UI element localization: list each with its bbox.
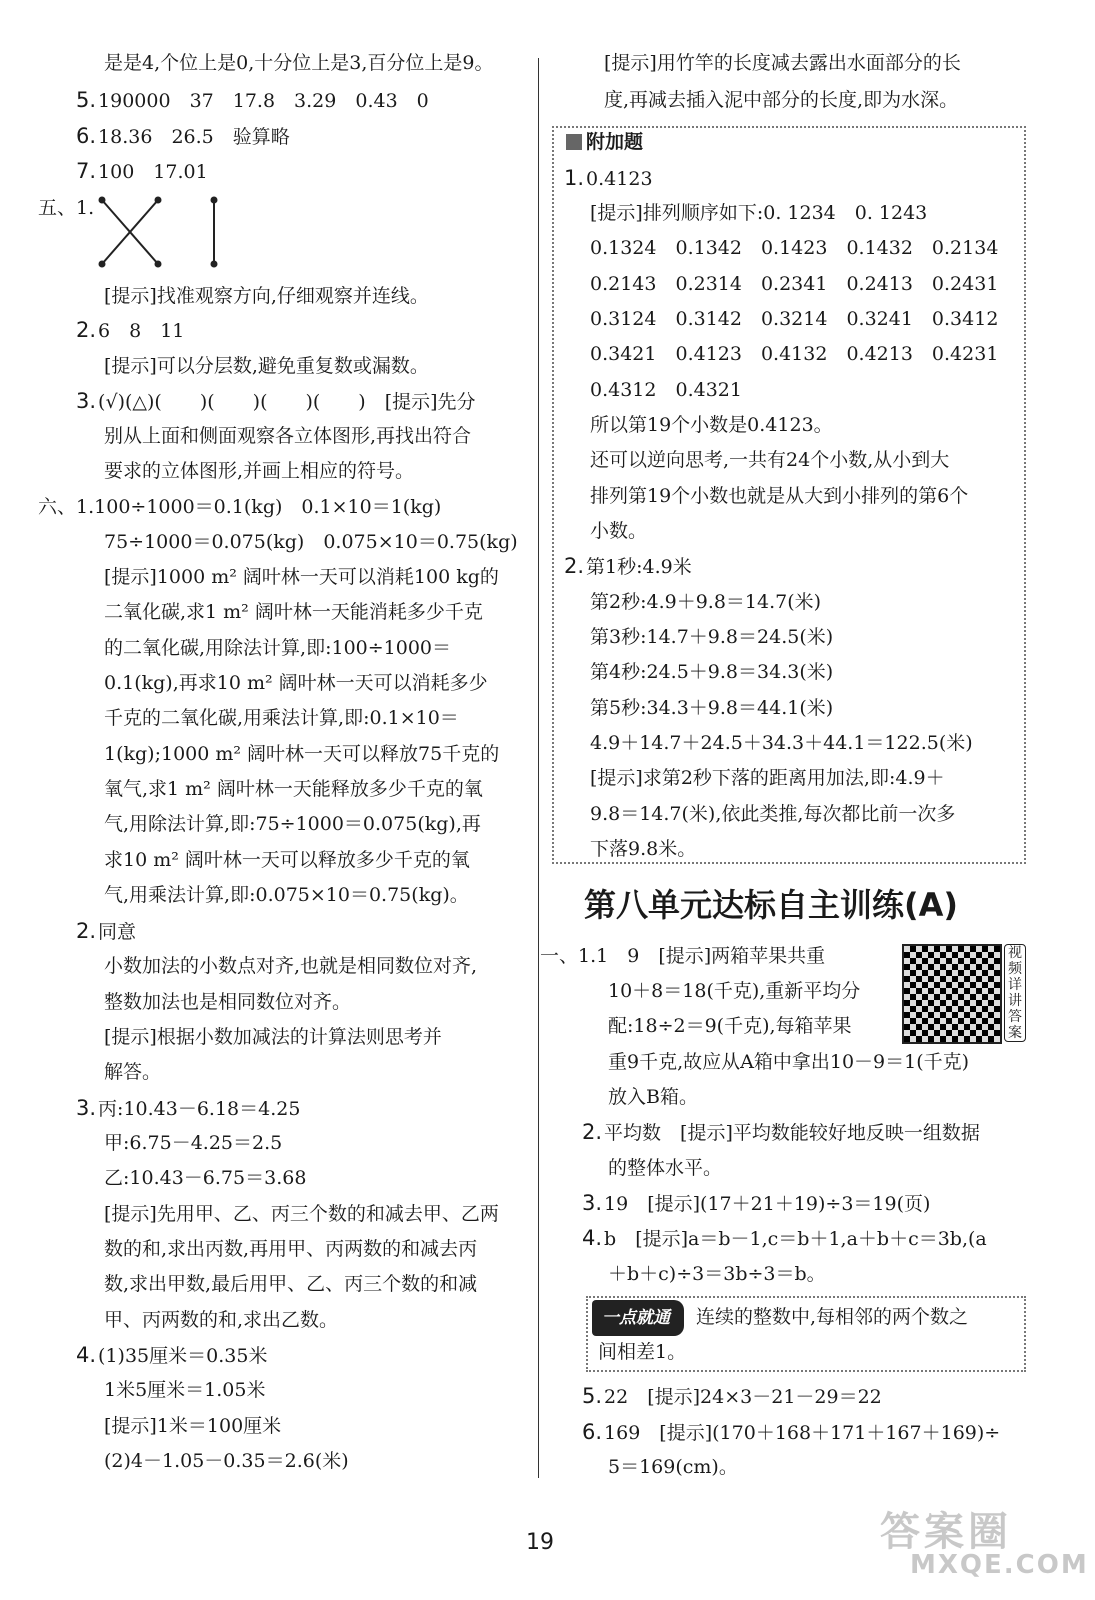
hint-line: 解答。 bbox=[104, 1061, 162, 1083]
page-number: 19 bbox=[526, 1530, 554, 1555]
answer-6-2: 2. 同意 bbox=[76, 919, 137, 943]
unit-answer-2: 2. 平均数 [提示]平均数能较好地反映一组数据 bbox=[582, 1120, 980, 1144]
text-line: 小数加法的小数点对齐,也就是相同数位对齐, bbox=[104, 955, 478, 977]
text-line: 0.4312 0.4321 bbox=[590, 379, 742, 401]
unit-answer-6: 6. 169 [提示](170＋168＋171＋167＋169)÷ bbox=[582, 1420, 1001, 1444]
text-line: 4.9＋14.7＋24.5＋34.3＋44.1＝122.5(米) bbox=[590, 732, 973, 754]
answer-7: 7. 100 17.01 bbox=[76, 159, 208, 183]
hint-line: 9.8＝14.7(米),依此类推,每次都比前一次多 bbox=[590, 803, 956, 825]
text-line: 第4秒:24.5＋9.8＝34.3(米) bbox=[590, 661, 834, 683]
hint-line: 的二氧化碳,用除法计算,即:100÷1000＝ bbox=[104, 637, 452, 659]
hint-line: 甲、丙两数的和,求出乙数。 bbox=[104, 1309, 339, 1331]
text-line: 10＋8＝18(千克),重新平均分 bbox=[608, 980, 861, 1002]
text-line: 第5秒:34.3＋9.8＝44.1(米) bbox=[590, 697, 834, 719]
text-line: 第3秒:14.7＋9.8＝24.5(米) bbox=[590, 626, 834, 648]
hint-line: 0.1(kg),再求10 m² 阔叶林一天可以消耗多少 bbox=[104, 672, 488, 694]
hint-line: 氧气,求1 m² 阔叶林一天能释放多少千克的氧 bbox=[104, 778, 483, 800]
answer-6-1: 六、1.100÷1000＝0.1(kg) 0.1×10＝1(kg) bbox=[38, 496, 442, 518]
answer-6-3: 3. 丙:10.43－6.18＝4.25 bbox=[76, 1096, 301, 1120]
section-5-label: 五、1. bbox=[38, 197, 95, 219]
hint-line: 求10 m² 阔叶林一天可以释放多少千克的氧 bbox=[104, 849, 470, 871]
hint-line: 1(kg);1000 m² 阔叶林一天可以释放75千克的 bbox=[104, 743, 500, 765]
answer-5-3: 3. (√)(△)( )( )( )( ) [提示]先分 bbox=[76, 389, 476, 413]
text-line: 0.2143 0.2314 0.2341 0.2413 0.2431 bbox=[590, 273, 999, 295]
bonus-icon bbox=[566, 134, 582, 150]
text-line: 要求的立体图形,并画上相应的符号。 bbox=[104, 460, 415, 482]
text-line: 排列第19个小数也就是从大到小排列的第6个 bbox=[590, 485, 969, 507]
hint-line: 数的和,求出丙数,再用甲、丙两数的和减去丙 bbox=[104, 1238, 478, 1260]
hint-line: [提示]求第2秒下落的距离用加法,即:4.9＋ bbox=[590, 767, 945, 789]
tip-line-1: 一点就通 连续的整数中,每相邻的两个数之 bbox=[592, 1300, 968, 1332]
text-line: 放入B箱。 bbox=[608, 1086, 698, 1108]
answer-5-2: 2. 6 8 11 bbox=[76, 318, 185, 342]
hint-5-1: [提示]找准观察方向,仔细观察并连线。 bbox=[104, 285, 429, 307]
hint-line: 数,求出甲数,最后用甲、乙、丙三个数的和减 bbox=[104, 1273, 478, 1295]
bonus-answer-2: 2. 第1秒:4.9米 bbox=[564, 554, 692, 578]
qr-code[interactable] bbox=[902, 944, 1002, 1044]
hint-line: [提示]排列顺序如下:0. 1234 0. 1243 bbox=[590, 202, 928, 224]
hint-line: [提示]先用甲、乙、丙三个数的和减去甲、乙两 bbox=[104, 1203, 499, 1225]
text-line: 的整体水平。 bbox=[608, 1157, 723, 1179]
text-line: 别从上面和侧面观察各立体图形,再找出符合 bbox=[104, 425, 472, 447]
text-line: ＋b＋c)÷3＝3b÷3＝b。 bbox=[608, 1263, 826, 1285]
hint-line: 下落9.8米。 bbox=[590, 838, 697, 860]
text-line: (2)4－1.05－0.35＝2.6(米) bbox=[104, 1450, 349, 1472]
text-line: 0.3124 0.3142 0.3214 0.3241 0.3412 bbox=[590, 308, 999, 330]
hint-line: 气,用乘法计算,即:0.075×10＝0.75(kg)。 bbox=[104, 884, 469, 906]
tip-badge: 一点就通 bbox=[592, 1300, 684, 1336]
hint-line: [提示]1000 m² 阔叶林一天可以消耗100 kg的 bbox=[104, 566, 499, 588]
hint-line: [提示]根据小数加减法的计算法则思考并 bbox=[104, 1026, 442, 1048]
answer-6: 6. 18.36 26.5 验算略 bbox=[76, 124, 290, 148]
text-line: 所以第19个小数是0.4123。 bbox=[590, 414, 833, 436]
hint-line: [提示]用竹竿的长度减去露出水面部分的长 bbox=[604, 52, 961, 74]
bonus-title: 附加题 bbox=[566, 126, 643, 158]
tip-line-2: 间相差1。 bbox=[598, 1341, 687, 1363]
qr-label: 视频详讲答案 bbox=[1004, 944, 1026, 1042]
text-line: 甲:6.75－4.25＝2.5 bbox=[104, 1132, 283, 1154]
text-line: 0.3421 0.4123 0.4132 0.4213 0.4231 bbox=[590, 343, 999, 365]
answer-5: 5. 190000 37 17.8 3.29 0.43 0 bbox=[76, 88, 429, 112]
text-line: 乙:10.43－6.75＝3.68 bbox=[104, 1167, 307, 1189]
text-line: 第2秒:4.9＋9.8＝14.7(米) bbox=[590, 591, 822, 613]
hint-line: 度,再减去插入泥中部分的长度,即为水深。 bbox=[604, 89, 959, 111]
hint-line: [提示]1米＝100厘米 bbox=[104, 1415, 282, 1437]
watermark-url: MXQE.COM bbox=[910, 1550, 1089, 1580]
text-line: 0.1324 0.1342 0.1423 0.1432 0.2134 bbox=[590, 237, 999, 259]
text-line: 75÷1000＝0.075(kg) 0.075×10＝0.75(kg) bbox=[104, 531, 518, 553]
unit-title: 第八单元达标自主训练(A) bbox=[584, 886, 959, 924]
column-divider bbox=[538, 58, 539, 1478]
watermark: 答案圈 bbox=[880, 1509, 1012, 1555]
unit-answer-5: 5. 22 [提示]24×3－21－29＝22 bbox=[582, 1384, 882, 1408]
matching-lines-figure bbox=[92, 192, 232, 272]
hint-5-2: [提示]可以分层数,避免重复数或漏数。 bbox=[104, 355, 429, 377]
text-line: 5＝169(cm)。 bbox=[608, 1456, 738, 1478]
hint-line: 二氧化碳,求1 m² 阔叶林一天能消耗多少千克 bbox=[104, 601, 483, 623]
text-line: 小数。 bbox=[590, 520, 648, 542]
text-line: 整数加法也是相同数位对齐。 bbox=[104, 991, 352, 1013]
unit-answer-3: 3. 19 [提示](17＋21＋19)÷3＝19(页) bbox=[582, 1191, 931, 1215]
text-line: 配:18÷2＝9(千克),每箱苹果 bbox=[608, 1015, 852, 1037]
hint-line: 千克的二氧化碳,用乘法计算,即:0.1×10＝ bbox=[104, 707, 459, 729]
unit-answer-4: 4. b [提示]a＝b－1,c＝b＋1,a＋b＋c＝3b,(a bbox=[582, 1226, 987, 1250]
text-line: 重9千克,故应从A箱中拿出10－9＝1(千克) bbox=[608, 1051, 970, 1073]
unit-answer-1: 一、1.1 9 [提示]两箱苹果共重 bbox=[540, 945, 826, 967]
text-line: 还可以逆向思考,一共有24个小数,从小到大 bbox=[590, 449, 950, 471]
text-line: 是是4,个位上是0,十分位上是3,百分位上是9。 bbox=[104, 52, 494, 74]
hint-line: 气,用除法计算,即:75÷1000＝0.075(kg),再 bbox=[104, 813, 481, 835]
bonus-answer-1: 1. 0.4123 bbox=[564, 166, 653, 190]
text-line: 1米5厘米＝1.05米 bbox=[104, 1379, 266, 1401]
answer-6-4: 4. (1)35厘米＝0.35米 bbox=[76, 1343, 268, 1367]
